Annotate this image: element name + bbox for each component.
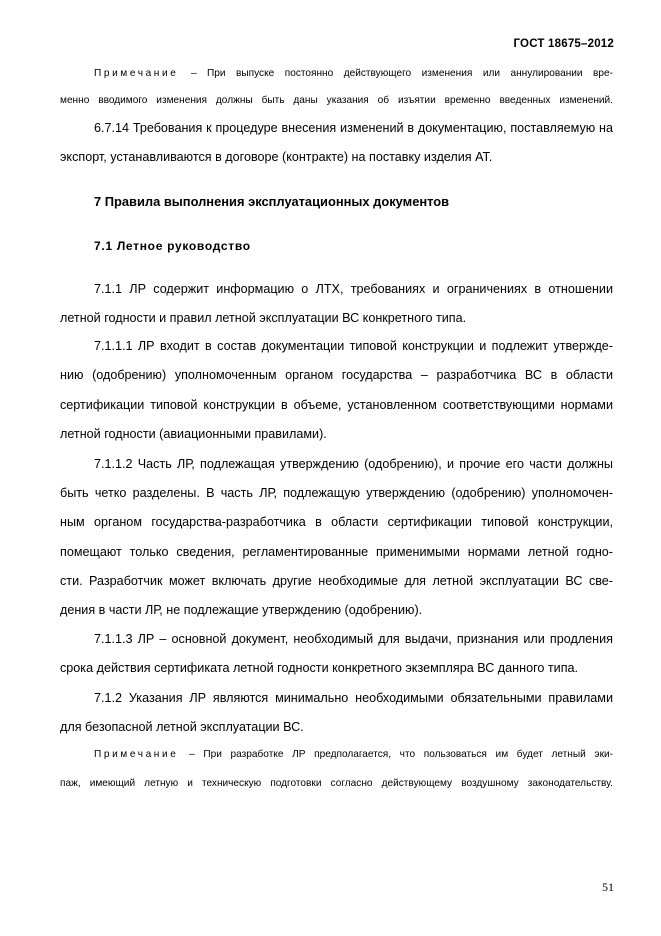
paragraph-7-1-1-line-1: 7.1.1 ЛР содержит информацию о ЛТХ, требованиях и ограничениях в отношении bbox=[94, 282, 613, 296]
note-label: Примечание bbox=[94, 68, 179, 79]
note-label: Примечание bbox=[94, 749, 179, 760]
paragraph-6-7-14-line-2: экспорт, устанавливаются в договоре (контракте) на поставку изделия АТ. bbox=[60, 150, 493, 164]
note-text: – При разработке ЛР предполагается, что пользоваться им будет летный эки- bbox=[189, 749, 613, 760]
paragraph-7-1-1-3-line-1: 7.1.1.3 ЛР – основной документ, необходимый для выдачи, признания или продления bbox=[94, 632, 613, 646]
page-number: 51 bbox=[602, 880, 614, 894]
paragraph-7-1-1-1-line-3: сертификации типовой конструкции в объеме, установленном соответствующими нормами bbox=[60, 398, 613, 412]
paragraph-7-1-1-2-line-5: сти. Разработчик может включать другие необходимые для летной эксплуатации ВС све- bbox=[60, 574, 613, 588]
paragraph-7-1-1-2-line-1: 7.1.1.2 Часть ЛР, подлежащая утверждению (одобрению), и прочие его части должны bbox=[94, 457, 613, 471]
note-1-line-1 bbox=[94, 68, 613, 79]
paragraph-7-1-1-2-line-2: быть четко разделены. В часть ЛР, подлежащую утверждению (одобрению) уполномочен- bbox=[60, 486, 613, 500]
paragraph-6-7-14-line-1: 6.7.14 Требования к процедуре внесения изменений в документацию, поставляемую на bbox=[94, 121, 613, 135]
paragraph-7-1-1-line-2: летной годности и правил летной эксплуатации ВС конкретного типа. bbox=[60, 311, 467, 325]
paragraph-7-1-2-line-2: для безопасной летной эксплуатации ВС. bbox=[60, 720, 304, 734]
paragraph-7-1-1-2-line-6: дения в части ЛР, не подлежащие утверждению (одобрению). bbox=[60, 603, 423, 617]
note-1-line-2: менно вводимого изменения должны быть даны указания об изъятии временно введенных изменений. bbox=[60, 95, 613, 106]
paragraph-7-1-1-1-line-4: летной годности (авиационными правилами). bbox=[60, 427, 327, 441]
note-2-line-2: паж, имеющий летную и техническую подготовки согласно действующему воздушному законодательству. bbox=[60, 778, 613, 789]
paragraph-7-1-1-1-line-1: 7.1.1.1 ЛР входит в состав документации типовой конструкции и подлежит утвержде- bbox=[94, 339, 613, 353]
note-2-line-1 bbox=[94, 749, 613, 760]
paragraph-7-1-1-3-line-2: срока действия сертификата летной годности конкретного экземпляра ВС данного типа. bbox=[60, 661, 579, 675]
section-heading: 7 Правила выполнения эксплуатационных документов bbox=[94, 194, 450, 209]
paragraph-7-1-1-2-line-4: помещают только сведения, регламентированные применимыми нормами летной годно- bbox=[60, 545, 613, 559]
paragraph-7-1-1-2-line-3: ным органом государства-разработчика в области сертификации типовой конструкции, bbox=[60, 515, 613, 529]
paragraph-7-1-1-1-line-2: нию (одобрению) уполномоченным органом государства – разработчика ВС в области bbox=[60, 368, 613, 382]
note-text: – При выпуске постоянно действующего изменения или аннулировании вре- bbox=[190, 68, 613, 79]
paragraph-7-1-2-line-1: 7.1.2 Указания ЛР являются минимально необходимыми обязательными правилами bbox=[94, 691, 613, 705]
document-standard-id: ГОСТ 18675–2012 bbox=[513, 38, 614, 50]
subsection-heading: 7.1 Летное руководство bbox=[94, 239, 251, 253]
